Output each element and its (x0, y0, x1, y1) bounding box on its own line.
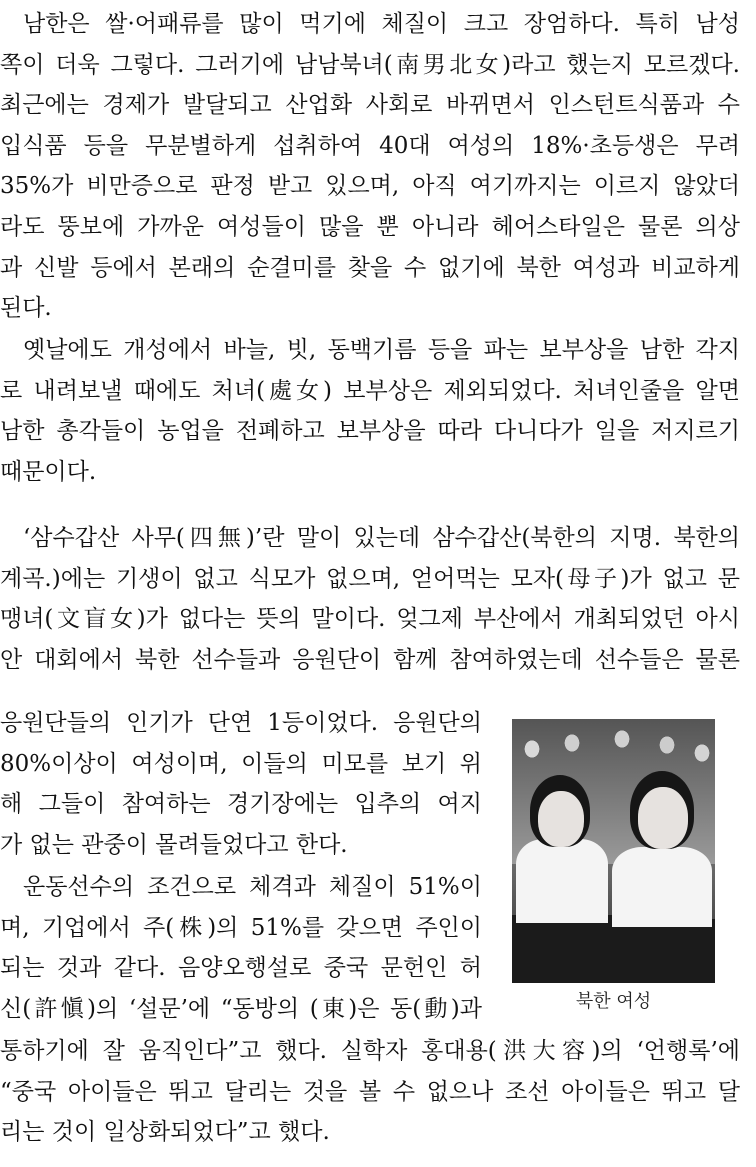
paragraph-peddler (0, 330, 740, 492)
text-line: 계곡.)에는 기생이 없고 식모가 없으며, 얻어먹는 모자(母子)가 없고 문 (0, 565, 740, 592)
text-line: 남한은 쌀·어패류를 많이 먹기에 체질이 크고 장엄하다. 특히 남성 (23, 11, 740, 37)
text-line: 최근에는 경제가 발달되고 산업화 사회로 바뀌면서 인스턴트식품과 수 (0, 92, 740, 119)
text-line: 때문이다. (0, 458, 97, 485)
paragraph-athletes-continued (0, 1031, 740, 1153)
text-line: 되는 것과 같다. 음양오행설로 중국 문헌인 허 (0, 955, 482, 982)
text-line: 80%이상이 여성이며, 이들의 미모를 보기 위 (0, 750, 482, 777)
text-line: 된다. (0, 295, 52, 322)
north-korean-women-photo (512, 719, 715, 983)
text-line: 가 없는 관중이 몰려들었다고 한다. (0, 831, 348, 858)
text-line: 입식품 등을 무분별하게 섭취하여 40대 여성의 18%·초등생은 무려 (0, 132, 740, 159)
text-line: 안 대회에서 북한 선수들과 응원단이 함께 참여하였는데 선수들은 물론 (0, 646, 740, 673)
text-line: 옛날에도 개성에서 바늘, 빗, 동백기름 등을 파는 보부상을 남한 각지 (23, 337, 740, 363)
paragraph-athletes (0, 867, 482, 1029)
photo-caption: 북한 여성 (575, 991, 652, 1012)
text-line: 남한 총각들이 농업을 전폐하고 보부상을 따라 다니다가 일을 저지르기 (0, 418, 740, 445)
text-line: 과 신발 등에서 본래의 순결미를 찾을 수 없기에 북한 여성과 비교하게 (0, 254, 740, 281)
text-line: 신(許愼)의 ‘설문’에 “동방의 (東)은 동(動)과 (0, 995, 482, 1022)
text-line: 라도 뚱보에 가까운 여성들이 많을 뿐 아니라 헤어스타일은 물론 의상 (0, 213, 740, 240)
text-line: 통하기에 잘 움직인다”고 했다. 실학자 홍대용(洪大容)의 ‘언행록’에 (0, 1038, 740, 1064)
text-line: 리는 것이 일상화되었다”고 했다. (0, 1119, 330, 1146)
text-line: 운동선수의 조건으로 체격과 체질이 51%이 (23, 874, 482, 900)
paragraph-cheering-squad (0, 703, 482, 865)
photo-woman-left (512, 719, 612, 983)
paragraph-samsu-gapsan (0, 518, 740, 680)
text-line: 맹녀(文盲女)가 없다는 뜻의 말이다. 엊그제 부산에서 개최되었던 아시 (0, 606, 740, 633)
text-line: “중국 아이들은 뛰고 달리는 것을 볼 수 없으나 조선 아이들은 뛰고 달 (0, 1078, 740, 1105)
text-line: 35%가 비만증으로 판정 받고 있으며, 아직 여기까지는 이르지 않았더 (0, 173, 740, 200)
text-line: ‘삼수갑산 사무(四無)’란 말이 있는데 삼수갑산(북한의 지명. 북한의 (23, 525, 740, 551)
text-line: 로 내려보낼 때에도 처녀(處女) 보부상은 제외되었다. 처녀인줄을 알면 (0, 377, 740, 404)
text-line: 며, 기업에서 주(株)의 51%를 갖으면 주인이 (0, 914, 482, 941)
photo-woman-right (608, 719, 715, 983)
text-line: 쪽이 더욱 그렇다. 그러기에 남남북녀(南男北女)라고 했는지 모르겠다. (0, 51, 740, 78)
text-line: 해 그들이 참여하는 경기장에는 입추의 여지 (0, 791, 482, 818)
paragraph-diet (0, 4, 740, 329)
text-line: 응원단들의 인기가 단연 1등이었다. 응원단의 (0, 710, 482, 736)
